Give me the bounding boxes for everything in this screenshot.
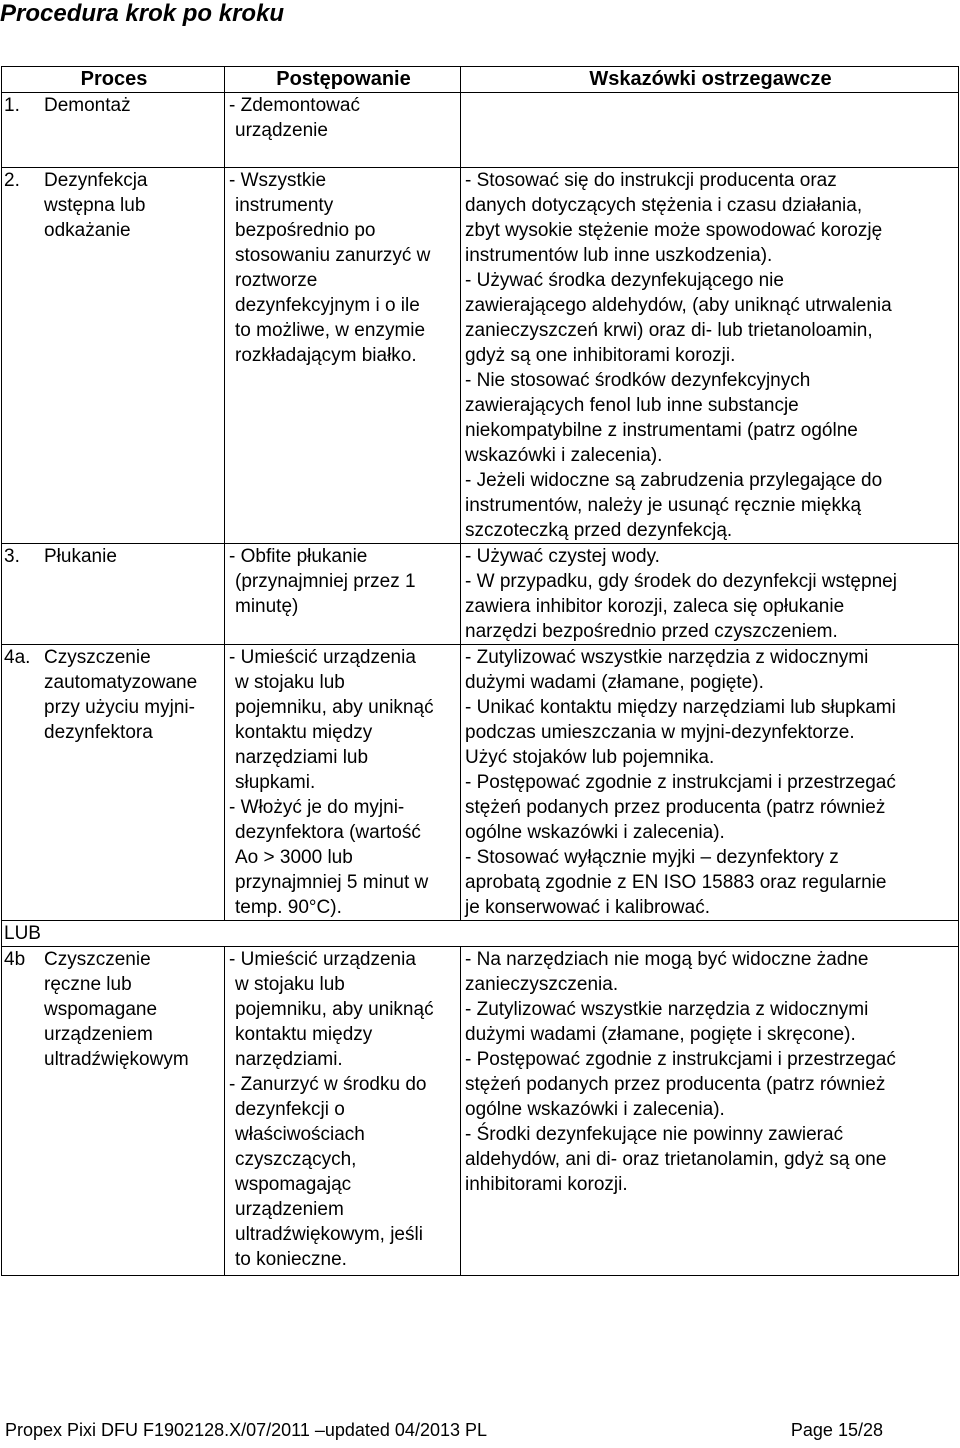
warning-cell bbox=[461, 947, 959, 1276]
text-line: zawierającego aldehydów, (aby uniknąć utrwalenia bbox=[465, 295, 892, 316]
footer-page-number: Page 15/28 bbox=[790, 1420, 883, 1440]
text-line: Użyć stojaków lub pojemnika. bbox=[465, 747, 715, 768]
text-line: stężeń podanych przez producenta (patrz również bbox=[465, 797, 886, 818]
procedure-line: w stojaku lub bbox=[235, 672, 345, 693]
process-line: ręczne lub bbox=[44, 974, 132, 995]
procedure-line: (przynajmniej przez 1 bbox=[235, 571, 416, 592]
header-procedure: Postępowanie bbox=[225, 67, 461, 93]
text-line: - Zutylizować wszystkie narzędzia z widocznymi bbox=[465, 647, 869, 668]
text-line: wskazówki i zalecenia). bbox=[465, 445, 663, 466]
process-line: odkażanie bbox=[44, 220, 131, 241]
process-cell bbox=[2, 168, 225, 544]
procedure-line: temp. 90°C). bbox=[235, 897, 342, 918]
procedure-line: instrumenty bbox=[235, 195, 334, 216]
text-line: - Postępować zgodnie z instrukcjami i przestrzegać bbox=[465, 1049, 896, 1070]
text-line: stężeń podanych przez producenta (patrz również bbox=[465, 1074, 886, 1095]
separator-label: LUB bbox=[2, 921, 225, 947]
table-row bbox=[2, 168, 959, 544]
text-line: - Na narzędziach nie mogą być widoczne żadne bbox=[465, 949, 869, 970]
procedure-line: w stojaku lub bbox=[235, 974, 345, 995]
text-line: - W przypadku, gdy środek do dezynfekcji wstępnej bbox=[465, 571, 897, 592]
procedure-line: - Zanurzyć w środku do bbox=[229, 1074, 427, 1095]
text-line: - Unikać kontaktu między narzędziami lub słupkami bbox=[465, 697, 896, 718]
procedure-line: - Włożyć je do myjni- bbox=[229, 797, 405, 818]
procedure-cell bbox=[225, 947, 461, 1276]
procedure-cell bbox=[225, 544, 461, 645]
text-line: zanieczyszczeń krwi) oraz di- lub trietanoloamin, bbox=[465, 320, 873, 341]
procedure-line: - Zdemontować bbox=[229, 95, 360, 116]
process-cell bbox=[2, 947, 225, 1276]
separator-row bbox=[2, 921, 959, 947]
process-cell bbox=[2, 544, 225, 645]
text-line: instrumentów, należy je usunąć ręcznie miękką bbox=[465, 495, 862, 516]
procedure-line: - Obfite płukanie bbox=[229, 546, 368, 567]
text-line: ogólne wskazówki i zalecenia). bbox=[465, 1099, 725, 1120]
procedure-line: Ao > 3000 lub bbox=[235, 847, 353, 868]
text-line: - Jeżeli widoczne są zabrudzenia przylegające do bbox=[465, 470, 883, 491]
procedure-line: roztworze bbox=[235, 270, 318, 291]
procedure-line: to konieczne. bbox=[235, 1249, 347, 1270]
procedure-line: - Wszystkie bbox=[229, 170, 327, 191]
text-line: - Zutylizować wszystkie narzędzia z widocznymi bbox=[465, 999, 869, 1020]
header-warnings: Wskazówki ostrzegawcze bbox=[461, 67, 959, 93]
process-line: Demontaż bbox=[44, 95, 131, 116]
table-row bbox=[2, 544, 959, 645]
procedure-cell bbox=[225, 168, 461, 544]
process-line: ultradźwiękowym bbox=[44, 1049, 189, 1070]
procedure-line: dezynfektora (wartość bbox=[235, 822, 421, 843]
text-line: danych dotyczących stężenia i czasu działania, bbox=[465, 195, 863, 216]
procedure-line: stosowaniu zanurzyć w bbox=[235, 245, 431, 266]
text-line: narzędzi bezpośrednio przed czyszczeniem. bbox=[465, 621, 838, 642]
procedure-line: urządzenie bbox=[235, 120, 328, 141]
table-row bbox=[2, 645, 959, 921]
step-number: 3. bbox=[4, 546, 20, 567]
text-line: zawierających fenol lub inne substancje bbox=[465, 395, 799, 416]
procedure-line: kontaktu między bbox=[235, 1024, 373, 1045]
text-line: podczas umieszczania w myjni-dezynfektorze. bbox=[465, 722, 855, 743]
warning-cell bbox=[461, 168, 959, 544]
text-line: zawiera inhibitor korozji, zaleca się opłukanie bbox=[465, 596, 845, 617]
procedure-line: wspomagając bbox=[235, 1174, 352, 1195]
procedure-line: minutę) bbox=[235, 596, 299, 617]
text-line: - Środki dezynfekujące nie powinny zawierać bbox=[465, 1124, 844, 1145]
procedure-line: urządzeniem bbox=[235, 1199, 344, 1220]
procedure-line: narzędziami lub bbox=[235, 747, 369, 768]
procedure-line: przynajmniej 5 minut w bbox=[235, 872, 429, 893]
process-line: przy użyciu myjni- bbox=[44, 697, 195, 718]
text-line: aldehydów, ani di- oraz trietanolamin, gdyż są one bbox=[465, 1149, 887, 1170]
text-line: niekompatybilne z instrumentami (patrz ogólne bbox=[465, 420, 858, 441]
procedure-line: pojemniku, aby uniknąć bbox=[235, 999, 434, 1020]
procedure-line: ultradźwiękowym, jeśli bbox=[235, 1224, 423, 1245]
procedure-line: właściwościach bbox=[235, 1124, 365, 1145]
procedure-line: dezynfekcyjnym i o ile bbox=[235, 295, 420, 316]
text-line: ogólne wskazówki i zalecenia). bbox=[465, 822, 725, 843]
text-line: dużymi wadami (złamane, pogięte). bbox=[465, 672, 764, 693]
text-line: je konserwować i kalibrować. bbox=[465, 897, 710, 918]
process-line: Czyszczenie bbox=[44, 647, 151, 668]
text-line: zbyt wysokie stężenie może spowodować korozję bbox=[465, 220, 883, 241]
warning-cell bbox=[461, 645, 959, 921]
procedure-line: pojemniku, aby uniknąć bbox=[235, 697, 434, 718]
process-line: Płukanie bbox=[44, 546, 117, 567]
text-line: - Stosować się do instrukcji producenta oraz bbox=[465, 170, 837, 191]
header-process: Proces bbox=[2, 67, 225, 93]
text-line: - Używać środka dezynfekującego nie bbox=[465, 270, 784, 291]
text-line: - Postępować zgodnie z instrukcjami i przestrzegać bbox=[465, 772, 896, 793]
footer-document-id: Propex Pixi DFU F1902128.X/07/2011 –updated 04/2013 PL bbox=[5, 1420, 488, 1440]
text-line: zanieczyszczenia. bbox=[465, 974, 619, 995]
warning-cell bbox=[461, 544, 959, 645]
table-row bbox=[2, 947, 959, 1276]
process-line: wspomagane bbox=[44, 999, 158, 1020]
text-line: gdyż są one inhibitorami korozji. bbox=[465, 345, 736, 366]
text-line: szczoteczką przed dezynfekcją. bbox=[465, 520, 733, 541]
text-line: inhibitorami korozji. bbox=[465, 1174, 628, 1195]
procedure-line: - Umieścić urządzenia bbox=[229, 949, 416, 970]
table-header-row bbox=[2, 67, 959, 93]
process-line: Dezynfekcja bbox=[44, 170, 148, 191]
text-line: - Stosować wyłącznie myjki – dezynfektory z bbox=[465, 847, 839, 868]
procedure-line: - Umieścić urządzenia bbox=[229, 647, 416, 668]
process-cell bbox=[2, 93, 225, 168]
procedure-line: kontaktu między bbox=[235, 722, 373, 743]
warning-cell bbox=[461, 93, 959, 168]
process-line: dezynfektora bbox=[44, 722, 153, 743]
process-line: zautomatyzowane bbox=[44, 672, 198, 693]
text-line: aprobatą zgodnie z EN ISO 15883 oraz regularnie bbox=[465, 872, 887, 893]
page-title: Procedura krok po kroku bbox=[0, 0, 285, 27]
procedure-line: czyszczących, bbox=[235, 1149, 357, 1170]
step-number: 2. bbox=[4, 170, 20, 191]
procedure-cell bbox=[225, 645, 461, 921]
step-number: 1. bbox=[4, 95, 20, 116]
step-number: 4a. bbox=[4, 647, 31, 668]
text-line: dużymi wadami (złamane, pogięte i skręcone). bbox=[465, 1024, 856, 1045]
procedure-line: to możliwe, w enzymie bbox=[235, 320, 426, 341]
procedure-cell bbox=[225, 93, 461, 168]
procedure-line: dezynfekcji o bbox=[235, 1099, 345, 1120]
process-line: urządzeniem bbox=[44, 1024, 153, 1045]
text-line: - Używać czystej wody. bbox=[465, 546, 660, 567]
procedure-table bbox=[1, 66, 959, 1276]
procedure-line: rozkładającym białko. bbox=[235, 345, 417, 366]
procedure-line: słupkami. bbox=[235, 772, 316, 793]
text-line: instrumentów lub inne uszkodzenia). bbox=[465, 245, 773, 266]
process-line: Czyszczenie bbox=[44, 949, 151, 970]
process-line: wstępna lub bbox=[44, 195, 146, 216]
text-line: - Nie stosować środków dezynfekcyjnych bbox=[465, 370, 811, 391]
procedure-line: bezpośrednio po bbox=[235, 220, 376, 241]
process-cell bbox=[2, 645, 225, 921]
table-row bbox=[2, 93, 959, 168]
step-number: 4b bbox=[4, 949, 26, 970]
procedure-line: narzędziami. bbox=[235, 1049, 343, 1070]
